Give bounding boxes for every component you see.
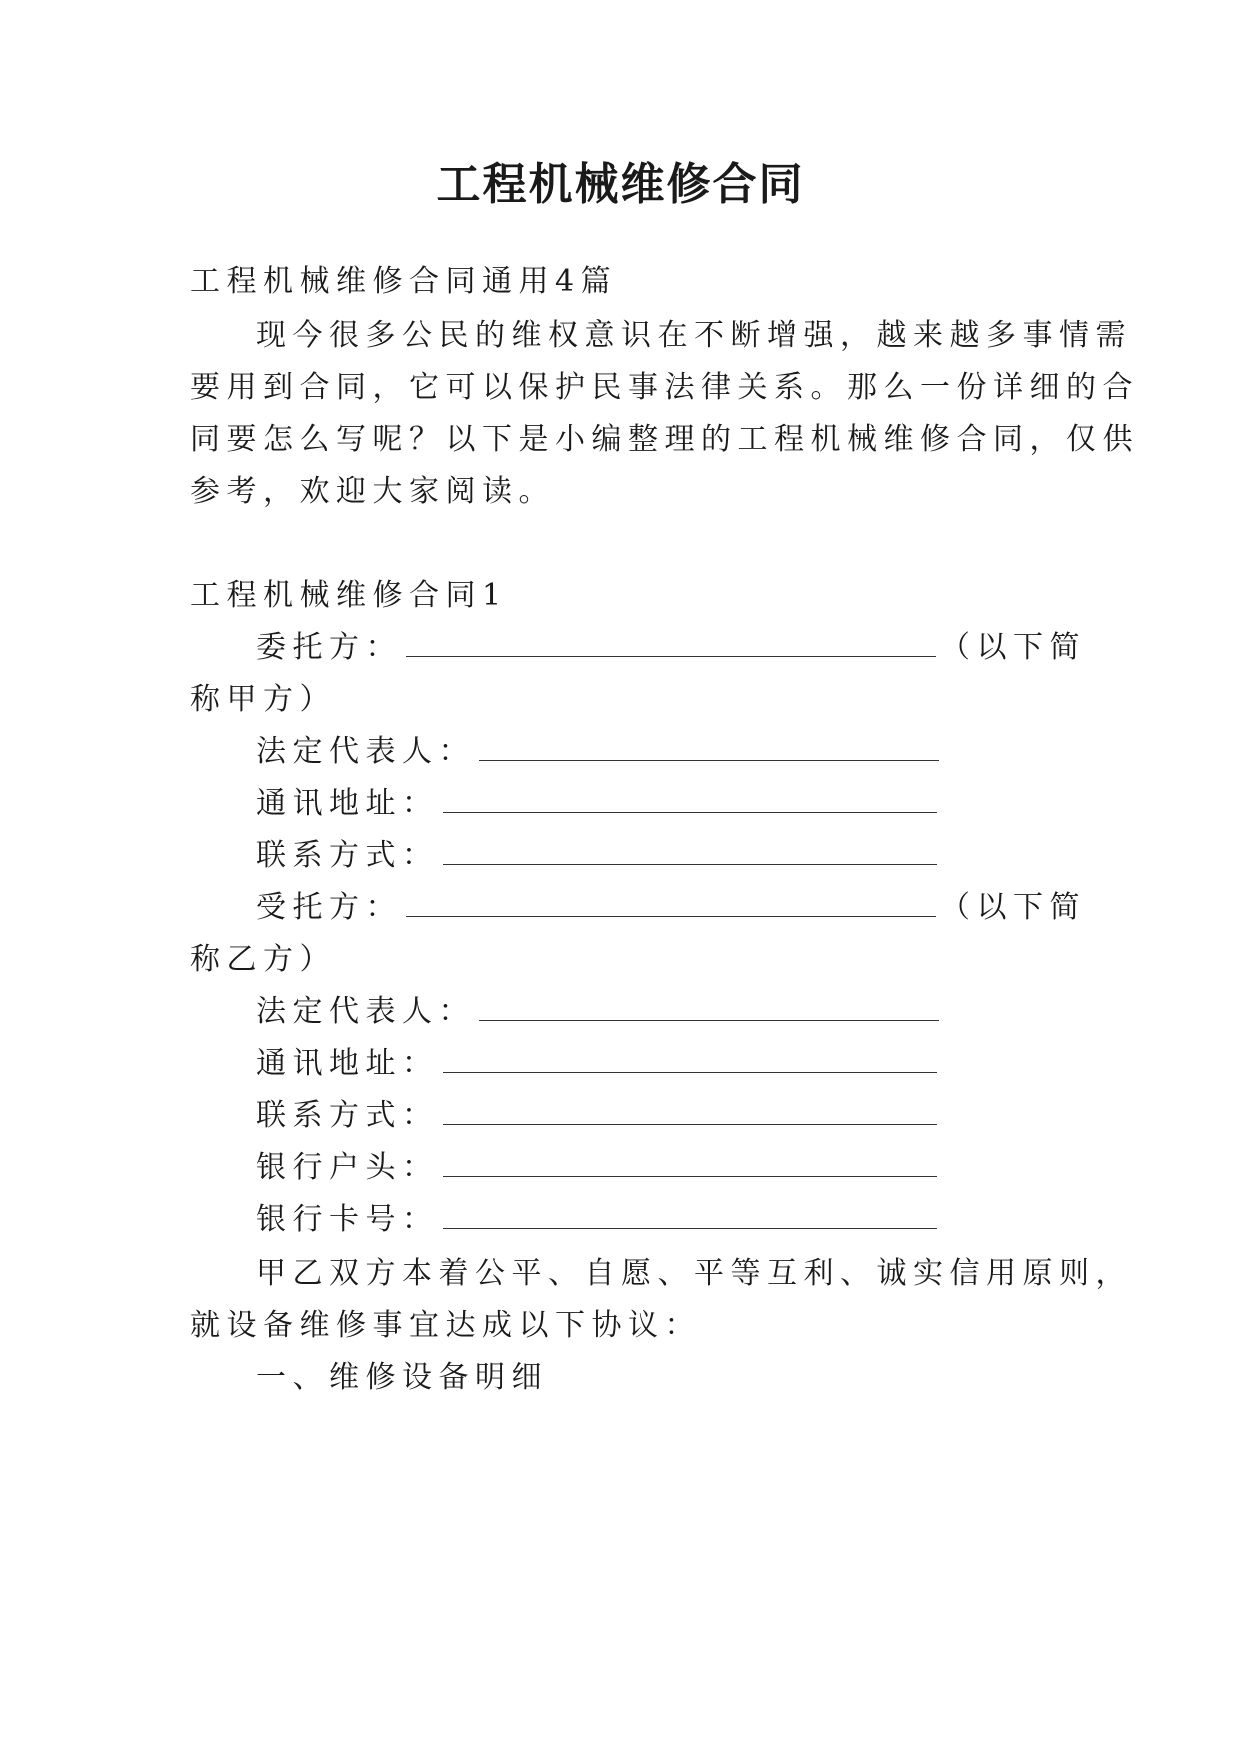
contractor-address-label: 通讯地址： bbox=[256, 1046, 439, 1081]
contractor-bank-account-label: 银行户头： bbox=[256, 1150, 439, 1185]
section-heading: 工程机械维修合同1 bbox=[190, 578, 508, 613]
contractor-contact-blank[interactable] bbox=[443, 1098, 937, 1125]
contractor-suffix: （以下简 bbox=[940, 890, 1086, 925]
clause-heading: 一、维修设备明细 bbox=[256, 1360, 548, 1395]
client-name-blank[interactable] bbox=[406, 630, 936, 657]
contractor-address-blank[interactable] bbox=[443, 1046, 937, 1073]
client-legal-rep-row bbox=[256, 732, 943, 772]
client-legal-rep-blank[interactable] bbox=[479, 734, 939, 761]
client-label: 委托方： bbox=[256, 630, 402, 665]
client-contact-label: 联系方式： bbox=[256, 838, 439, 873]
contractor-legal-rep-label: 法定代表人： bbox=[256, 994, 475, 1029]
document-title: 工程机械维修合同 bbox=[436, 159, 805, 210]
agreement-line-2: 就设备维修事宜达成以下协议： bbox=[190, 1308, 701, 1343]
client-address-label: 通讯地址： bbox=[256, 786, 439, 821]
contractor-label: 受托方： bbox=[256, 890, 402, 925]
contractor-contact-label: 联系方式： bbox=[256, 1098, 439, 1133]
contractor-bank-account-blank[interactable] bbox=[443, 1150, 937, 1177]
intro-line-4: 参考，欢迎大家阅读。 bbox=[190, 474, 555, 509]
client-suffix: （以下简 bbox=[940, 630, 1086, 665]
contractor-legal-rep-blank[interactable] bbox=[479, 994, 939, 1021]
client-row bbox=[256, 628, 1086, 668]
contractor-name-blank[interactable] bbox=[406, 890, 936, 917]
intro-line-3: 同要怎么写呢？以下是小编整理的工程机械维修合同，仅供 bbox=[190, 422, 1139, 457]
client-legal-rep-label: 法定代表人： bbox=[256, 734, 475, 769]
contractor-contact-row bbox=[256, 1096, 941, 1136]
intro-line-1: 现今很多公民的维权意识在不断增强，越来越多事情需 bbox=[256, 318, 1132, 353]
contractor-bank-account-row bbox=[256, 1148, 941, 1188]
contractor-address-row bbox=[256, 1044, 941, 1084]
client-contact-row bbox=[256, 836, 941, 876]
contractor-bank-card-blank[interactable] bbox=[443, 1202, 937, 1229]
document-subtitle: 工程机械维修合同通用4篇 bbox=[190, 264, 618, 299]
client-continuation: 称甲方） bbox=[190, 682, 336, 717]
contractor-continuation: 称乙方） bbox=[190, 942, 336, 977]
client-address-row bbox=[256, 784, 941, 824]
contractor-bank-card-row bbox=[256, 1200, 941, 1240]
client-contact-blank[interactable] bbox=[443, 838, 937, 865]
intro-line-2: 要用到合同，它可以保护民事法律关系。那么一份详细的合 bbox=[190, 370, 1139, 405]
agreement-line-1: 甲乙双方本着公平、自愿、平等互利、诚实信用原则， bbox=[256, 1256, 1132, 1291]
contractor-legal-rep-row bbox=[256, 992, 943, 1032]
contractor-row bbox=[256, 888, 1086, 928]
client-address-blank[interactable] bbox=[443, 786, 937, 813]
contractor-bank-card-label: 银行卡号： bbox=[256, 1202, 439, 1237]
